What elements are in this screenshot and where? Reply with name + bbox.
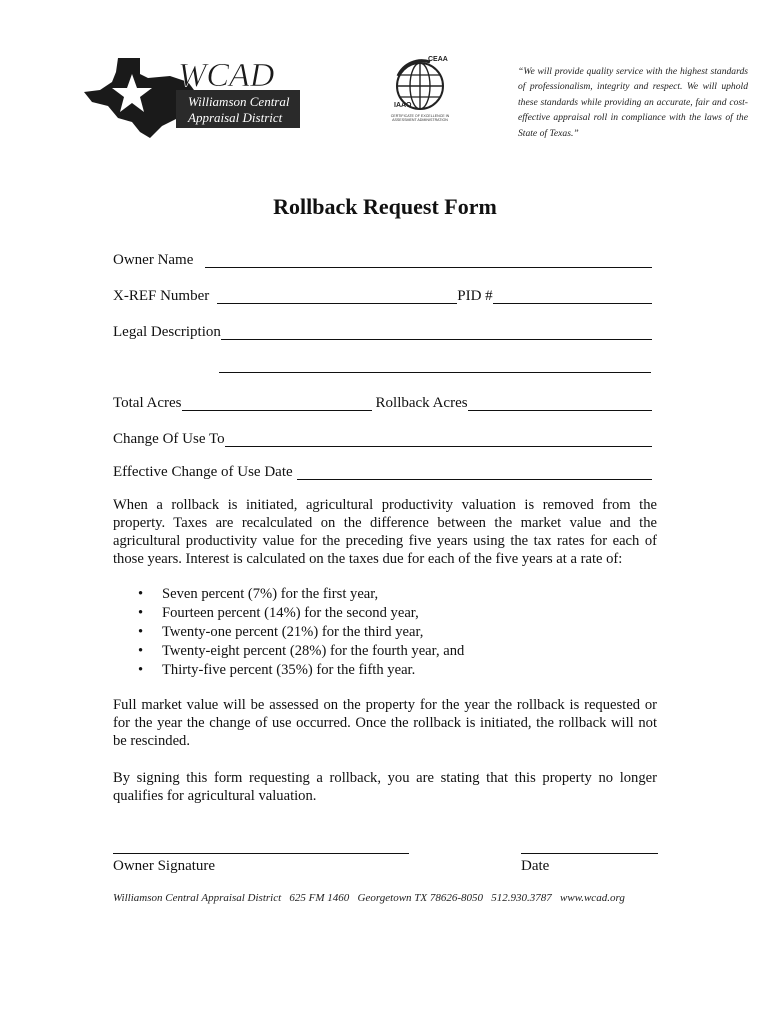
owner-signature-field[interactable] xyxy=(113,853,409,854)
change-of-use-field[interactable] xyxy=(225,432,652,447)
list-item-text: Twenty-eight percent (28%) for the fourth year, and xyxy=(162,643,465,659)
ceaa-seal xyxy=(380,58,460,128)
rollback-acres-field[interactable] xyxy=(468,396,652,411)
xref-number-field[interactable] xyxy=(217,289,457,304)
xref-number-label: X-REF Number xyxy=(113,288,210,304)
bullet-icon: • xyxy=(138,643,144,659)
owner-name-label: Owner Name xyxy=(113,252,194,268)
date-label: Date xyxy=(521,858,550,874)
list-item xyxy=(113,642,657,661)
owner-name-field[interactable] xyxy=(205,253,652,268)
form-title: Rollback Request Form xyxy=(273,194,497,219)
change-of-use-label: Change Of Use To xyxy=(113,431,225,447)
legal-description-field[interactable] xyxy=(221,325,652,340)
list-item-text: Twenty-one percent (21%) for the third year, xyxy=(162,624,424,640)
pid-label: PID # xyxy=(457,288,493,304)
bullet-icon: • xyxy=(138,624,144,640)
date-field[interactable] xyxy=(521,853,658,854)
list-item-text: Fourteen percent (14%) for the second year, xyxy=(162,605,419,621)
interest-rates-list xyxy=(113,585,657,680)
effective-date-row xyxy=(113,461,652,483)
ceaa-caption-line1: CERTIFICATE OF EXCELLENCE IN xyxy=(390,114,450,118)
wcad-logo xyxy=(78,52,308,140)
logo-line2: Appraisal District xyxy=(188,110,283,125)
list-item xyxy=(113,604,657,623)
xref-pid-row xyxy=(113,285,652,307)
list-item-text: Seven percent (7%) for the first year, xyxy=(162,586,379,602)
footer-contact: Williamson Central Appraisal District 625 FM 1460 Georgetown TX 78626-8050 512.930.3787 www.wcad.org xyxy=(113,892,625,904)
bullet-icon: • xyxy=(138,605,144,621)
total-acres-field[interactable] xyxy=(182,396,372,411)
acres-row xyxy=(113,392,652,414)
effective-date-field[interactable] xyxy=(297,465,652,480)
market-value-paragraph: Full market value will be assessed on the property for the year the rollback is requested or for the year the change of use occurred. Once the rollback is initiated, the rollback will not be rescinded. xyxy=(113,697,657,749)
ceaa-caption xyxy=(380,114,460,123)
owner-signature-label: Owner Signature xyxy=(113,858,216,874)
legal-description-label: Legal Description xyxy=(113,324,221,340)
rollback-intro-paragraph: When a rollback is initiated, agricultural productivity valuation is removed from the property. Taxes are recalculated on the difference between the market value and the agricultural productivity value for the preceding five years using the tax rates for each of those years. Interest is calculated on the taxes due for each of the five years at a rate of: xyxy=(113,497,657,567)
ceaa-caption-line2: ASSESSMENT ADMINISTRATION xyxy=(392,118,448,123)
bullet-icon: • xyxy=(138,662,144,678)
rollback-acres-label: Rollback Acres xyxy=(375,395,468,411)
logo-acronym: WCAD xyxy=(178,57,275,94)
effective-date-label: Effective Change of Use Date xyxy=(113,464,293,480)
list-item xyxy=(113,585,657,604)
logo-line1: Williamson Central xyxy=(188,94,290,109)
mission-statement: “We will provide quality service with the highest standards of professionalism, integrity and respect. We will uphold these standards while providing an accurate, fair and cost-effective appraisal roll in compliance with the laws of the State of Texas.” xyxy=(518,66,748,139)
total-acres-label: Total Acres xyxy=(113,395,182,411)
pid-field[interactable] xyxy=(493,289,652,304)
bullet-icon: • xyxy=(138,586,144,602)
legal-description-field-line2[interactable] xyxy=(219,372,651,373)
change-of-use-row xyxy=(113,428,652,450)
list-item xyxy=(113,623,657,642)
list-item-text: Thirty-five percent (35%) for the fifth year. xyxy=(162,662,416,678)
legal-description-row xyxy=(113,321,652,343)
ceaa-text: CEAA xyxy=(428,56,448,63)
owner-name-row xyxy=(113,249,652,271)
globe-icon xyxy=(380,58,460,114)
iaao-text: IAAO xyxy=(394,102,412,109)
list-item xyxy=(113,661,657,680)
signing-note-paragraph: By signing this form requesting a rollback, you are stating that this property no longer qualifies for agricultural valuation. xyxy=(113,770,657,804)
